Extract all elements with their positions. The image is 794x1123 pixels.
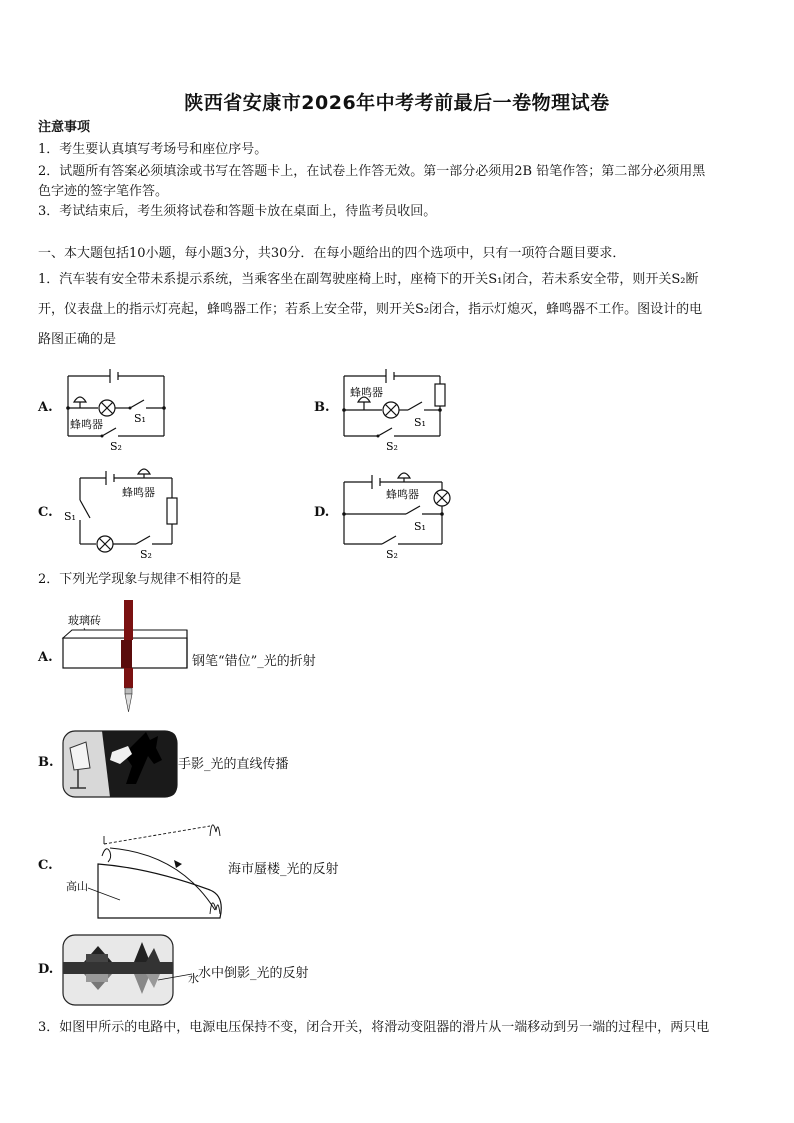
section-heading: 一、本大题包括10小题，每小题3分，共30分．在每小题给出的四个选项中，只有一项符合题目要求． (38, 246, 626, 261)
notice-item-2: 2．试题所有答案必须填涂或书写在答题卡上，在试卷上作答无效。第一部分必须用2B 铅笔作答；第二部分必须用黑 (38, 164, 706, 179)
q2-option-b-caption: 手影_光的直线传播 (178, 757, 289, 772)
notice-item-3: 3．考试结束后，考生须将试卷和答题卡放在桌面上，待监考员收回。 (38, 204, 437, 219)
mirage-figure (60, 814, 230, 920)
option-b-label: B. (314, 400, 330, 415)
glass-brick-pen-figure (60, 596, 190, 718)
circuit-d-diagram (336, 464, 460, 559)
circuit-b-s1-label: S₁ (414, 416, 426, 429)
q2-option-a-caption: 钢笔“错位”_光的折射 (192, 654, 316, 669)
question-3-line-1: 3．如图甲所示的电路中，电源电压保持不变，闭合开关，将滑动变阻器的滑片从一端移动到另一端的过程中，两只电 (38, 1020, 710, 1035)
glass-brick-label: 玻璃砖 (68, 614, 101, 627)
q2-option-c-caption: 海市蜃楼_光的反射 (228, 862, 339, 877)
q2-option-d-caption: 水中倒影_光的反射 (198, 966, 309, 981)
notice-item-1: 1．考生要认真填写考场号和座位序号。 (38, 142, 268, 157)
circuit-c-diagram (60, 464, 184, 559)
circuit-a-diagram (60, 362, 180, 457)
circuit-d-s1-label: S₁ (414, 520, 426, 533)
circuit-b-s2-label: S₂ (386, 440, 398, 453)
q2-option-b-letter: B. (38, 755, 54, 770)
hand-shadow-figure (62, 730, 178, 798)
option-c-label: C. (38, 505, 53, 520)
q2-option-d-letter: D. (38, 962, 54, 977)
circuit-b-buzzer-label: 蜂鸣器 (350, 386, 383, 399)
question-2-stem: 2．下列光学现象与规律不相符的是 (38, 572, 242, 587)
q2-option-a-letter: A. (38, 650, 53, 665)
circuit-a-s1-label: S₁ (134, 412, 146, 425)
water-label: 水 (188, 972, 199, 985)
circuit-d-s2-label: S₂ (386, 548, 398, 559)
q2-option-c-letter: C. (38, 858, 53, 873)
circuit-d-buzzer-label: 蜂鸣器 (386, 488, 419, 501)
mountain-label: 高山 (66, 880, 88, 893)
page-title: 陕西省安康市2026年中考考前最后一卷物理试卷 (184, 92, 610, 114)
circuit-a-buzzer-label: 蜂鸣器 (70, 418, 103, 431)
option-a-label: A. (38, 400, 53, 415)
question-1-line-3: 路图正确的是 (38, 332, 117, 347)
circuit-c-buzzer-label: 蜂鸣器 (122, 486, 155, 499)
notice-item-2-cont: 色字迹的签字笔作答。 (38, 184, 169, 199)
circuit-c-s1-label: S₁ (64, 510, 76, 523)
water-reflection-figure (62, 934, 202, 1006)
circuit-a-s2-label: S₂ (110, 440, 122, 453)
question-1-line-1: 1．汽车装有安全带未系提示系统，当乘客坐在副驾驶座椅上时，座椅下的开关S₁闭合，若未系安全带，则开关S₂断 (38, 272, 699, 287)
notice-heading: 注意事项 (38, 120, 91, 135)
question-1-line-2: 开，仪表盘上的指示灯亮起，蜂鸣器工作；若系上安全带，则开关S₂闭合，指示灯熄灭，蜂鸣器不工作。图设计的电 (38, 302, 703, 317)
circuit-b-diagram (336, 362, 456, 457)
circuit-c-s2-label: S₂ (140, 548, 152, 559)
option-d-label: D. (314, 505, 330, 520)
